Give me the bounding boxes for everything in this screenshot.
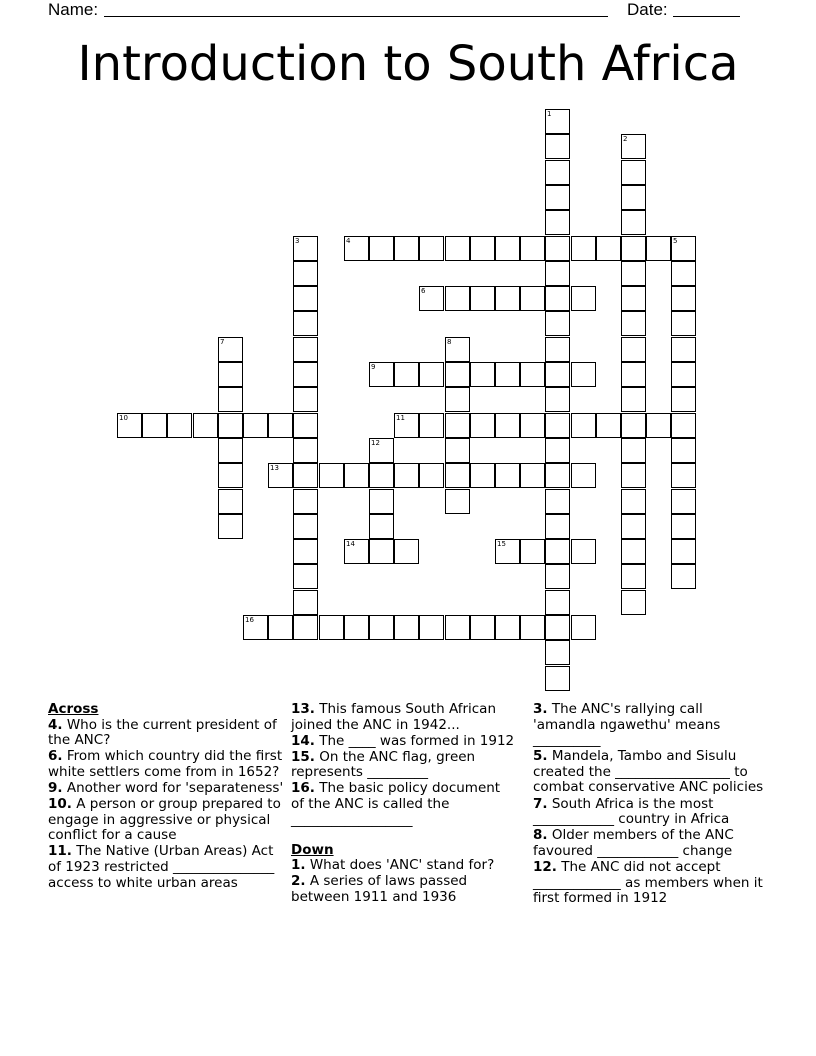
section-spacer (291, 829, 515, 843)
crossword-cell[interactable] (671, 489, 696, 514)
clue-down-1 (291, 858, 515, 874)
clue-across-11 (48, 844, 284, 891)
crossword-cell[interactable] (293, 337, 318, 362)
crossword-cell[interactable] (495, 463, 520, 488)
clue-number: 7. (533, 795, 548, 812)
clue-number: 13. (291, 701, 315, 717)
crossword-cell[interactable] (571, 286, 596, 311)
crossword-cell[interactable] (445, 413, 470, 438)
crossword-cell[interactable] (545, 134, 570, 159)
crossword-cell[interactable] (293, 387, 318, 412)
crossword-cell[interactable] (621, 564, 646, 589)
clue-down-12 (533, 860, 765, 907)
down-heading: Down (291, 841, 334, 858)
crossword-cell[interactable] (545, 337, 570, 362)
cell-number: 14 (346, 540, 355, 548)
crossword-cell[interactable] (445, 337, 470, 362)
clue-across-15 (291, 750, 515, 781)
crossword-cell[interactable] (621, 311, 646, 336)
crossword-cell[interactable] (545, 438, 570, 463)
page-title: Introduction to South Africa (77, 36, 739, 92)
across-heading: Across (48, 701, 99, 717)
crossword-cell[interactable] (545, 185, 570, 210)
clues-column-3 (533, 702, 765, 907)
crossword-cell[interactable] (495, 539, 520, 564)
crossword-cell[interactable] (394, 236, 419, 261)
crossword-cell[interactable] (470, 615, 495, 640)
crossword-cell[interactable] (621, 413, 646, 438)
crossword-cell[interactable] (419, 286, 444, 311)
crossword-cell[interactable] (394, 362, 419, 387)
crossword-cell[interactable] (646, 413, 671, 438)
crossword-cell[interactable] (394, 615, 419, 640)
crossword-cell[interactable] (293, 590, 318, 615)
clue-text: A series of laws passed between 1911 and 1936 (291, 873, 468, 906)
crossword-cell[interactable] (545, 514, 570, 539)
crossword-cell[interactable] (369, 539, 394, 564)
crossword-cell[interactable] (545, 236, 570, 261)
crossword-cell[interactable] (293, 564, 318, 589)
crossword-cell[interactable] (520, 236, 545, 261)
clue-text: What does 'ANC' stand for? (309, 857, 495, 874)
crossword-cell[interactable] (243, 413, 268, 438)
crossword-cell[interactable] (495, 413, 520, 438)
clue-text: The Native (Urban Areas) Act of 1923 restricted _______________ access to white urban areas (48, 843, 275, 891)
crossword-cell[interactable] (621, 210, 646, 235)
crossword-cell[interactable] (445, 362, 470, 387)
crossword-cell[interactable] (218, 413, 243, 438)
date-label: Date: (627, 0, 668, 19)
cell-number: 1 (547, 110, 552, 118)
crossword-cell[interactable] (293, 438, 318, 463)
clue-text: The basic policy document of the ANC is called the __________________ (291, 780, 501, 828)
crossword-cell[interactable] (445, 387, 470, 412)
clue-across-9 (48, 781, 284, 797)
crossword-cell[interactable] (621, 438, 646, 463)
crossword-cell[interactable] (117, 413, 142, 438)
crossword-cell[interactable] (369, 489, 394, 514)
crossword-cell[interactable] (293, 615, 318, 640)
crossword-cell[interactable] (319, 463, 344, 488)
crossword-cell[interactable] (621, 590, 646, 615)
crossword-cell[interactable] (621, 261, 646, 286)
crossword-cell[interactable] (293, 539, 318, 564)
crossword-cell[interactable] (218, 438, 243, 463)
crossword-cell[interactable] (268, 615, 293, 640)
crossword-cell[interactable] (445, 615, 470, 640)
clue-across-4 (48, 718, 284, 749)
crossword-cell[interactable] (369, 236, 394, 261)
crossword-cell[interactable] (319, 615, 344, 640)
clue-number: 3. (533, 701, 548, 717)
crossword-cell[interactable] (545, 539, 570, 564)
crossword-cell[interactable] (470, 236, 495, 261)
cell-number: 7 (220, 338, 225, 346)
crossword-cell[interactable] (545, 109, 570, 134)
crossword-cell[interactable] (293, 413, 318, 438)
cell-number: 15 (497, 540, 506, 548)
crossword-cell[interactable] (445, 489, 470, 514)
crossword-cell[interactable] (218, 387, 243, 412)
clue-across-10 (48, 797, 284, 844)
cell-number: 3 (295, 237, 300, 245)
clue-across-13 (291, 702, 515, 733)
clue-number: 9. (48, 779, 63, 796)
crossword-cell[interactable] (470, 463, 495, 488)
crossword-cell[interactable] (671, 514, 696, 539)
crossword-cell[interactable] (621, 236, 646, 261)
crossword-cell[interactable] (621, 362, 646, 387)
crossword-cell[interactable] (671, 286, 696, 311)
crossword-cell[interactable] (571, 539, 596, 564)
cell-number: 11 (396, 414, 405, 422)
crossword-cell[interactable] (671, 413, 696, 438)
crossword-cell[interactable] (545, 615, 570, 640)
crossword-cell[interactable] (369, 463, 394, 488)
crossword-cell[interactable] (495, 286, 520, 311)
crossword-cell[interactable] (520, 413, 545, 438)
crossword-cell[interactable] (419, 236, 444, 261)
crossword-cell[interactable] (495, 615, 520, 640)
crossword-cell[interactable] (419, 362, 444, 387)
clue-number: 11. (48, 843, 72, 860)
crossword-cell[interactable] (218, 463, 243, 488)
crossword-cell[interactable] (621, 387, 646, 412)
crossword-cell[interactable] (671, 564, 696, 589)
crossword-cell[interactable] (293, 514, 318, 539)
crossword-cell[interactable] (621, 514, 646, 539)
crossword-cell[interactable] (520, 362, 545, 387)
crossword-cell[interactable] (369, 362, 394, 387)
crossword-cell[interactable] (419, 413, 444, 438)
crossword-cell[interactable] (142, 413, 167, 438)
crossword-cell[interactable] (445, 463, 470, 488)
crossword-cell[interactable] (369, 615, 394, 640)
clue-number: 8. (533, 827, 548, 844)
crossword-cell[interactable] (621, 539, 646, 564)
crossword-cell[interactable] (520, 463, 545, 488)
clue-number: 14. (291, 732, 315, 749)
clue-number: 10. (48, 796, 72, 813)
crossword-cell[interactable] (293, 362, 318, 387)
clue-text: Who is the current president of the ANC? (48, 716, 277, 749)
clue-text: On the ANC flag, green represents _________ (291, 748, 476, 781)
crossword-cell[interactable] (545, 489, 570, 514)
cell-number: 5 (673, 237, 678, 245)
crossword-cell[interactable] (293, 489, 318, 514)
crossword-cell[interactable] (167, 413, 192, 438)
crossword-cell[interactable] (495, 362, 520, 387)
crossword-cell[interactable] (621, 160, 646, 185)
crossword-cell[interactable] (293, 236, 318, 261)
crossword-cell[interactable] (520, 539, 545, 564)
crossword-cell[interactable] (671, 311, 696, 336)
crossword-cell[interactable] (571, 362, 596, 387)
cell-number: 6 (421, 287, 426, 295)
clue-number: 15. (291, 748, 315, 765)
crossword-cell[interactable] (218, 337, 243, 362)
clue-text: South Africa is the most ____________ country in Africa (533, 795, 730, 828)
crossword-cell[interactable] (671, 539, 696, 564)
crossword-cell[interactable] (596, 413, 621, 438)
crossword-cell[interactable] (545, 666, 570, 691)
crossword-cell[interactable] (545, 261, 570, 286)
crossword-cell[interactable] (545, 413, 570, 438)
clues-column-1 (48, 702, 284, 892)
clue-down-7 (533, 797, 765, 828)
clue-across-6 (48, 749, 284, 780)
clue-text: The ____ was formed in 1912 (319, 732, 515, 749)
crossword-cell[interactable] (369, 438, 394, 463)
clue-number: 4. (48, 716, 63, 733)
crossword-cell[interactable] (671, 337, 696, 362)
cell-number: 8 (447, 338, 452, 346)
clue-number: 1. (291, 857, 306, 874)
crossword-cell[interactable] (344, 463, 369, 488)
crossword-cell[interactable] (596, 236, 621, 261)
crossword-cell[interactable] (621, 337, 646, 362)
crossword-cell[interactable] (571, 413, 596, 438)
crossword-cell[interactable] (671, 362, 696, 387)
clue-number: 16. (291, 780, 315, 797)
crossword-cell[interactable] (193, 413, 218, 438)
crossword-cell[interactable] (419, 615, 444, 640)
crossword-cell[interactable] (369, 514, 394, 539)
clue-text: From which country did the first white settlers come from in 1652? (48, 748, 283, 780)
crossword-cell[interactable] (445, 438, 470, 463)
crossword-cell[interactable] (621, 489, 646, 514)
cell-number: 2 (623, 135, 628, 143)
crossword-cell[interactable] (470, 286, 495, 311)
crossword-cell[interactable] (671, 387, 696, 412)
crossword-cell[interactable] (344, 236, 369, 261)
crossword-cell[interactable] (344, 539, 369, 564)
clue-down-2 (291, 874, 515, 905)
crossword-cell[interactable] (646, 236, 671, 261)
clue-across-16 (291, 781, 515, 828)
crossword-cell[interactable] (293, 286, 318, 311)
crossword-cell[interactable] (671, 236, 696, 261)
crossword-cell[interactable] (293, 261, 318, 286)
cell-number: 10 (119, 414, 128, 422)
crossword-cell[interactable] (671, 463, 696, 488)
cell-number: 13 (270, 464, 279, 472)
clue-text: The ANC did not accept _____________ as members when it first formed in 1912 (533, 858, 763, 907)
crossword-cell[interactable] (545, 387, 570, 412)
crossword-cell[interactable] (470, 413, 495, 438)
clue-text: This famous South African joined the ANC in 1942... (291, 701, 496, 733)
crossword-cell[interactable] (545, 362, 570, 387)
crossword-cell[interactable] (268, 463, 293, 488)
crossword-cell[interactable] (495, 236, 520, 261)
crossword-cell[interactable] (671, 261, 696, 286)
crossword-cell[interactable] (419, 463, 444, 488)
crossword-cell[interactable] (268, 413, 293, 438)
crossword-cell[interactable] (394, 413, 419, 438)
clues-column-2 (291, 702, 515, 906)
crossword-cell[interactable] (545, 590, 570, 615)
crossword-cell[interactable] (520, 615, 545, 640)
clue-down-8 (533, 828, 765, 859)
crossword-cell[interactable] (445, 286, 470, 311)
crossword-cell[interactable] (571, 236, 596, 261)
crossword-cell[interactable] (545, 463, 570, 488)
cell-number: 9 (371, 363, 376, 371)
cell-number: 12 (371, 439, 380, 447)
crossword-cell[interactable] (218, 514, 243, 539)
crossword-cell[interactable] (394, 539, 419, 564)
crossword-cell[interactable] (394, 463, 419, 488)
crossword-cell[interactable] (545, 311, 570, 336)
crossword-cell[interactable] (545, 286, 570, 311)
crossword-cell[interactable] (621, 185, 646, 210)
crossword-cell[interactable] (218, 489, 243, 514)
crossword-cell[interactable] (243, 615, 268, 640)
clue-down-3 (533, 702, 765, 749)
crossword-cell[interactable] (344, 615, 369, 640)
crossword-cell[interactable] (293, 463, 318, 488)
cell-number: 4 (346, 237, 351, 245)
clue-down-5 (533, 749, 765, 796)
crossword-cell[interactable] (445, 236, 470, 261)
clue-text: Another word for 'separateness' (66, 779, 284, 796)
crossword-cell[interactable] (545, 160, 570, 185)
crossword-cell[interactable] (621, 463, 646, 488)
name-label: Name: (48, 0, 99, 19)
cell-number: 16 (245, 616, 254, 624)
crossword-cell[interactable] (621, 286, 646, 311)
crossword-cell[interactable] (571, 463, 596, 488)
clue-text: The ANC's rallying call 'amandla ngawethu' means __________ (533, 701, 721, 749)
clue-number: 5. (533, 748, 548, 765)
clue-number: 6. (48, 748, 63, 765)
crossword-cell[interactable] (470, 362, 495, 387)
crossword-cell[interactable] (293, 311, 318, 336)
crossword-cell[interactable] (218, 362, 243, 387)
clue-text: Older members of the ANC favoured ____________ change (533, 827, 734, 859)
clue-text: A person or group prepared to engage in aggressive or physical conflict for a cause (48, 796, 281, 844)
clue-across-14 (291, 734, 515, 750)
crossword-cell[interactable] (571, 615, 596, 640)
crossword-cell[interactable] (545, 564, 570, 589)
clue-text: Mandela, Tambo and Sisulu created the _________________ to combat conservative ANC policies (533, 748, 764, 796)
clue-number: 12. (533, 858, 557, 875)
crossword-cell[interactable] (671, 438, 696, 463)
crossword-cell[interactable] (621, 134, 646, 159)
crossword-cell[interactable] (545, 640, 570, 665)
crossword-cell[interactable] (520, 286, 545, 311)
clue-number: 2. (291, 873, 306, 890)
crossword-cell[interactable] (545, 210, 570, 235)
